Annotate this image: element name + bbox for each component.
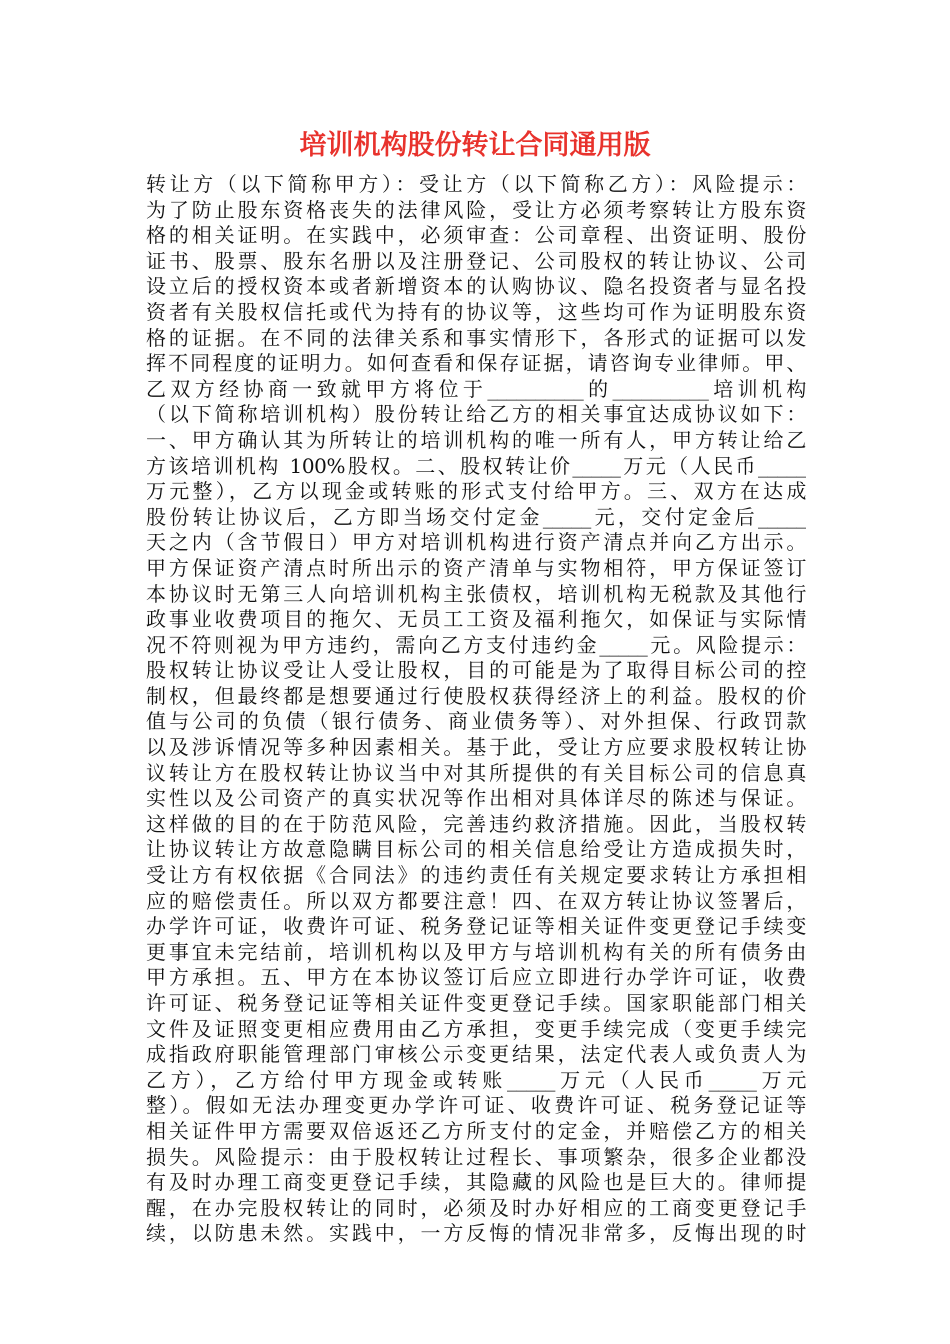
body-text-line: 乙方），乙方给付甲方现金或转账_____万元（人民币_____万元 — [146, 1067, 806, 1092]
body-text-line: 乙双方经协商一致就甲方将位于__________的__________培训机构 — [146, 376, 806, 401]
body-text-line: 让协议转让方故意隐瞒目标公司的相关信息给受让方造成损失时， — [146, 837, 806, 862]
body-text-line: 应的赔偿责任。所以双方都要注意！四、在双方转让协议签署后， — [146, 888, 806, 913]
body-text-line: 整）。假如无法办理变更办学许可证、收费许可证、税务登记证等 — [146, 1093, 806, 1118]
body-text-line: 制权，但最终都是想要通过行使股权获得经济上的利益。股权的价 — [146, 683, 806, 708]
body-text-line: 资者有关股权信托或代为持有的协议等，这些均可作为证明股东资 — [146, 299, 806, 324]
body-text-line: 醒，在办完股权转让的同时，必须及时办好相应的工商变更登记手 — [146, 1195, 806, 1220]
body-text-line: 相关证件甲方需要双倍返还乙方所支付的定金，并赔偿乙方的相关 — [146, 1118, 806, 1143]
body-text-line: 挥不同程度的证明力。如何查看和保存证据，请咨询专业律师。甲、 — [146, 351, 806, 376]
body-text-line: 转让方（以下简称甲方）：受让方（以下简称乙方）：风险提示： — [146, 172, 806, 196]
body-text-line: 有及时办理工商变更登记手续，其隐藏的风险也是巨大的。律师提 — [146, 1170, 806, 1195]
body-text-line: 值与公司的负债（银行债务、商业债务等）、对外担保、行政罚款 — [146, 709, 806, 734]
body-text-line: 许可证、税务登记证等相关证件变更登记手续。国家职能部门相关 — [146, 991, 806, 1015]
body-text-line: 格的证据。在不同的法律关系和事实情形下，各形式的证据可以发 — [146, 325, 806, 350]
body-text-line: 甲方承担。五、甲方在本协议签订后应立即进行办学许可证，收费 — [146, 965, 806, 990]
body-text-line: 文件及证照变更相应费用由乙方承担，变更手续完成（变更手续完 — [146, 1016, 806, 1041]
body-text-line: 办学许可证，收费许可证、税务登记证等相关证件变更登记手续变 — [146, 914, 806, 939]
body-text-line: 更事宜未完结前，培训机构以及甲方与培训机构有关的所有债务由 — [146, 939, 806, 964]
body-text-line: 万元整），乙方以现金或转账的形式支付给甲方。三、双方在达成 — [146, 479, 806, 504]
document-title: 培训机构股份转让合同通用版 — [299, 130, 651, 161]
body-text-line: （以下简称培训机构）股份转让给乙方的相关事宜达成协议如下： — [146, 402, 806, 427]
body-text-line: 为了防止股东资格丧失的法律风险，受让方必须考察转让方股东资 — [146, 197, 806, 222]
body-text-line: 议转让方在股权转让协议当中对其所提供的有关目标公司的信息真 — [146, 760, 806, 785]
body-text-line: 损失。风险提示：由于股权转让过程长、事项繁杂，很多企业都没 — [146, 1144, 806, 1169]
document-body — [146, 172, 806, 1247]
body-text-line: 天之内（含节假日）甲方对培训机构进行资产清点并向乙方出示。 — [146, 530, 806, 555]
body-text-line: 股份转让协议后，乙方即当场交付定金_____元，交付定金后_____ — [146, 504, 806, 529]
body-text-line: 设立后的授权资本或者新增资本的认购协议、隐名投资者与显名投 — [146, 274, 806, 299]
body-text-line: 一、甲方确认其为所转让的培训机构的唯一所有人，甲方转让给乙 — [146, 427, 806, 452]
body-text-line: 况不符则视为甲方违约，需向乙方支付违约金_____元。风险提示： — [146, 632, 806, 657]
body-text-line: 以及涉诉情况等多种因素相关。基于此，受让方应要求股权转让协 — [146, 735, 806, 760]
body-text-line: 证书、股票、股东名册以及注册登记、公司股权的转让协议、公司 — [146, 248, 806, 273]
body-text-line: 受让方有权依据《合同法》的违约责任有关规定要求转让方承担相 — [146, 863, 806, 888]
body-text-line: 甲方保证资产清点时所出示的资产清单与实物相符，甲方保证签订 — [146, 555, 806, 580]
body-text-line: 续，以防患未然。实践中，一方反悔的情况非常多，反悔出现的时 — [146, 1221, 806, 1246]
body-text-line: 这样做的目的在于防范风险，完善违约救济措施。因此，当股权转 — [146, 811, 806, 836]
body-text-line: 股权转让协议受让人受让股权，目的可能是为了取得目标公司的控 — [146, 658, 806, 683]
body-text-line: 实性以及公司资产的真实状况等作出相对具体详尽的陈述与保证。 — [146, 786, 806, 811]
body-text-line: 本协议时无第三人向培训机构主张债权，培训机构无税款及其他行 — [146, 581, 806, 606]
body-text-line: 方该培训机构 100%股权。二、股权转让价_____万元（人民币_____ — [146, 453, 806, 478]
body-text-line: 成指政府职能管理部门审核公示变更结果，法定代表人或负责人为 — [146, 1042, 806, 1067]
body-text-line: 格的相关证明。在实践中，必须审查：公司章程、出资证明、股份 — [146, 223, 806, 248]
body-text-line: 政事业收费项目的拖欠、无员工工资及福利拖欠，如保证与实际情 — [146, 607, 806, 632]
